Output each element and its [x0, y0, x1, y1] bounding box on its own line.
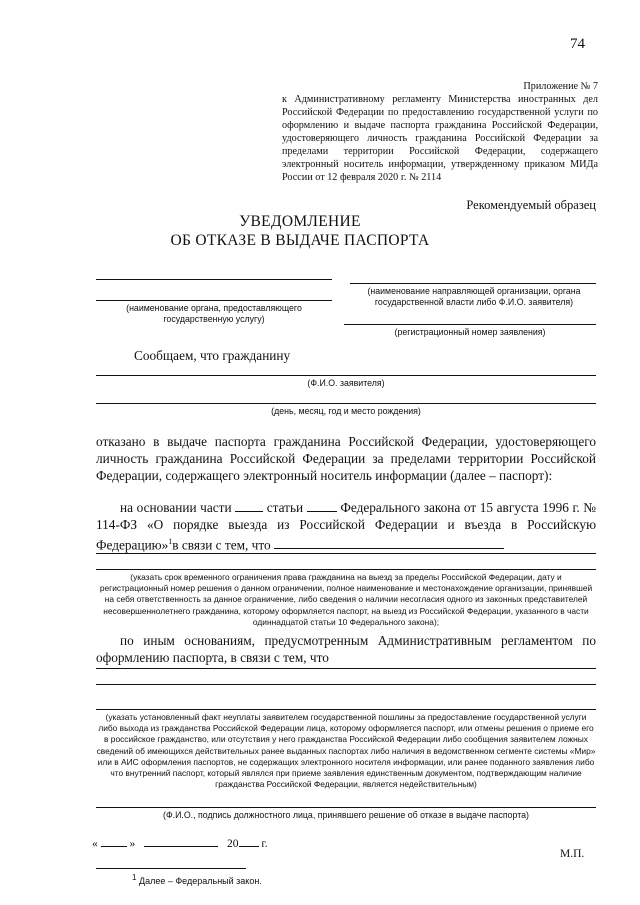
sending-org-caption: (наименование направляющей организации, органа государственной власти либо Ф.И.О. заявителя): [367, 286, 581, 307]
date-line: [92, 834, 268, 850]
day-blank: [101, 834, 127, 847]
other-reason-line-3: [96, 709, 596, 710]
footnote-text: Далее – Федеральный закон.: [138, 876, 262, 886]
year-suffix: г.: [261, 838, 268, 850]
reg-number-line: [344, 324, 596, 325]
appendix-text: к Административному регламенту Министерства иностранных дел Российской Федерации по предоставлению государственной услуги по оформлению и выдаче паспорта гражданина Российской Федерации, удостоверяющего личность гражданина Российской Федерации за пределами территории Российской Федерации, содержащего электронный носитель информации, утвержденному приказом МИДа России от 12 февраля 2020 г. № 2114: [282, 94, 598, 183]
signature-caption: (Ф.И.О., подпись должностного лица, принявшего решение об отказе в выдаче паспорта): [163, 810, 529, 820]
footnote-separator: [96, 868, 246, 869]
appendix-label: Приложение № 7: [523, 81, 598, 92]
applicant-name-caption: (Ф.И.О. заявителя): [307, 378, 385, 388]
other-reason-line-1: [96, 668, 596, 669]
footnote: [132, 873, 262, 886]
other-grounds-note: (указать установленный факт неуплаты заявителем государственной пошлины за предоставление государственной услуги либо выхода из гражданства Российской Федерации лица, которому оформляется паспорт, или отмены решения о приеме его в российское гражданство, или отсутствия у него гражданства Российской Федерации либо сообщения заявителем ложных сведений об имеющихся действительных ранее выданных паспортах либо наличия в ведомственном сегменте системы «Мир» или в АИС оформления паспортов, не содержащих электронного носителя информации, или ранее поданного заявления либо что внутренний паспорт, который являлся при приеме заявления единственным документом, подтверждающим наличие гражданства Российской Федерации, является недействительным): [96, 712, 596, 790]
recommended-sample-label: Рекомендуемый образец: [466, 198, 596, 212]
date-open-quote: «: [92, 838, 98, 850]
service-org-line-1: [96, 279, 332, 280]
reason-line-3: [96, 569, 596, 570]
inform-text: Сообщаем, что гражданину: [134, 348, 291, 363]
service-org-caption: (наименование органа, предоставляющего государственную услугу): [126, 303, 302, 324]
footnote-ref: 1: [168, 537, 173, 546]
applicant-name-line: [96, 375, 596, 376]
basis-article: статьи: [266, 500, 304, 515]
basis-law: Федерального закона от 15 августа 1996 г. № 114-ФЗ «О порядке выезда из Российской Федерации и въезда в Российскую Федерацию»: [96, 500, 596, 553]
other-reason-line-2: [96, 684, 596, 685]
page-number: 74: [570, 36, 585, 52]
birth-caption: (день, месяц, год и место рождения): [271, 406, 421, 416]
month-blank: [144, 834, 218, 847]
date-close-quote: »: [129, 838, 136, 850]
document-title: УВЕДОМЛЕНИЕ: [239, 213, 361, 230]
document-subtitle: ОБ ОТКАЗЕ В ВЫДАЧЕ ПАСПОРТА: [170, 232, 430, 249]
birth-line: [96, 403, 596, 404]
appendix-block: [282, 80, 598, 184]
year-prefix: 20: [227, 838, 239, 850]
refusal-text: отказано в выдаче паспорта гражданина Российской Федерации, удостоверяющего личность гражданина Российской Федерации за пределами территории Российской Федерации, содержащего электронный носитель информации (далее – паспорт):: [96, 434, 596, 483]
article-blank: [307, 499, 337, 512]
reason-blank: [274, 536, 504, 549]
part-blank: [235, 499, 263, 512]
reg-number-caption: (регистрационный номер заявления): [394, 327, 546, 337]
restriction-note: (указать срок временного ограничения права гражданина на выезд за пределы Российской Федерации, дату и регистрационный номер решения о данном ограничении, полное наименование и местонахождение организации, принявшей на себя ответственность за данное ограничение, либо сведения о наличии несогласия одного из законных представителей несовершеннолетнего гражданина, которому оформляется паспорт, на выезд из Российской Федерации, указанного в части одиннадцатой статьи 10 Федерального закона);: [99, 572, 593, 627]
basis-paragraph: [96, 499, 596, 553]
footnote-mark: 1: [132, 873, 137, 882]
basis-suffix: в связи с тем, что: [172, 537, 271, 553]
signature-line: [96, 807, 596, 808]
service-org-line-2: [96, 300, 332, 301]
stamp-place-label: М.П.: [560, 848, 585, 860]
year-blank: [239, 834, 259, 847]
other-grounds-text: по иным основаниям, предусмотренным Административным регламентом по оформлению паспорта, в связи с тем, что: [96, 633, 596, 665]
basis-prefix: на основании части: [120, 500, 232, 515]
sending-org-line: [350, 283, 596, 284]
reason-line-2: [96, 553, 596, 554]
